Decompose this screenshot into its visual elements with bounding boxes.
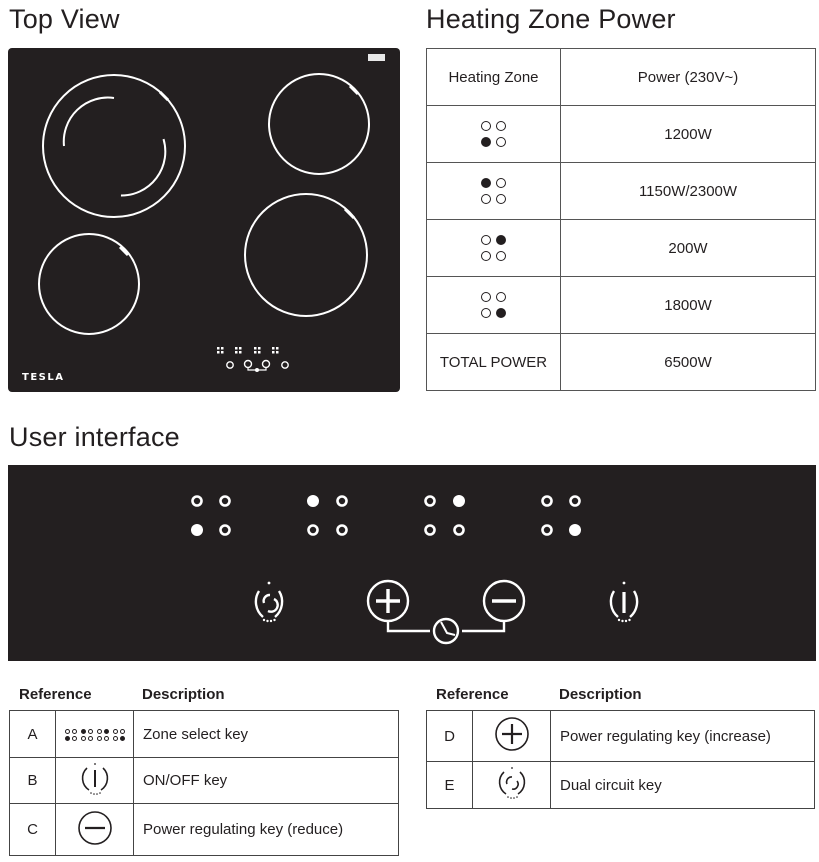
total-power-value: 6500W — [561, 334, 816, 391]
ref-right-header-description: Description — [559, 686, 642, 703]
plus-key[interactable] — [368, 581, 408, 621]
hob-drawing — [8, 48, 400, 392]
dual-circuit-icon — [494, 765, 530, 801]
ref-left-header-description: Description — [142, 686, 225, 703]
power-key[interactable] — [611, 582, 637, 623]
zone-right-rear-icon — [481, 235, 506, 261]
table-row — [427, 220, 816, 277]
power-value: 200W — [561, 220, 816, 277]
ref-right-header-reference: Reference — [436, 686, 509, 703]
table-row — [427, 277, 816, 334]
table-row — [427, 711, 815, 762]
zone-right-front-icon — [481, 292, 506, 318]
zone-select-key-4[interactable] — [543, 497, 582, 537]
zone-left-rear-icon — [481, 178, 506, 204]
zone-select-icon — [65, 729, 125, 741]
timer-icon[interactable] — [388, 619, 504, 643]
zone-select-key-3[interactable] — [426, 495, 466, 535]
energy-badge-icon — [368, 54, 385, 61]
total-power-label: TOTAL POWER — [427, 334, 561, 391]
minus-key[interactable] — [484, 581, 524, 621]
ref-description: Dual circuit key — [551, 762, 815, 809]
power-value: 1200W — [561, 106, 816, 163]
tesla-logo: TESLA — [22, 372, 65, 383]
ref-letter: B — [10, 758, 56, 804]
ref-letter: E — [427, 762, 473, 809]
control-panel — [8, 465, 816, 661]
reference-table-left — [9, 710, 399, 856]
ref-description: Power regulating key (increase) — [551, 711, 815, 762]
table-header-row — [427, 49, 816, 106]
ref-letter: A — [10, 711, 56, 758]
minus-icon — [77, 810, 113, 846]
user-interface-title: User interface — [9, 422, 180, 452]
dual-zone-burner-icon — [43, 75, 185, 217]
small-burner-icon — [39, 234, 139, 334]
top-view-title: Top View — [9, 4, 120, 34]
table-row — [10, 711, 399, 758]
table-row-total — [427, 334, 816, 391]
reference-table-right — [426, 710, 815, 809]
zone-select-key-1[interactable] — [191, 497, 230, 537]
ref-left-header-reference: Reference — [19, 686, 92, 703]
heating-zone-power-title: Heating Zone Power — [426, 4, 676, 34]
table-row — [427, 163, 816, 220]
ref-letter: C — [10, 804, 56, 856]
zone-select-key-2[interactable] — [307, 495, 347, 535]
power-icon — [77, 761, 113, 797]
hob-top-view — [8, 48, 400, 392]
power-value: 1800W — [561, 277, 816, 334]
heating-zone-power-table — [426, 48, 816, 391]
zone-rear-left-front-icon — [481, 121, 506, 147]
control-pad-miniature — [217, 347, 288, 372]
ref-letter: D — [427, 711, 473, 762]
dual-circuit-key[interactable] — [256, 582, 282, 623]
table-row — [427, 762, 815, 809]
header-power: Power (230V~) — [561, 49, 816, 106]
table-row — [10, 804, 399, 856]
plus-icon — [494, 716, 530, 752]
header-heating-zone: Heating Zone — [427, 49, 561, 106]
ref-description: Power regulating key (reduce) — [134, 804, 399, 856]
ref-description: ON/OFF key — [134, 758, 399, 804]
ref-description: Zone select key — [134, 711, 399, 758]
table-row — [427, 106, 816, 163]
small-burner-icon — [269, 74, 369, 174]
power-value: 1150W/2300W — [561, 163, 816, 220]
large-burner-icon — [245, 194, 367, 316]
table-row — [10, 758, 399, 804]
